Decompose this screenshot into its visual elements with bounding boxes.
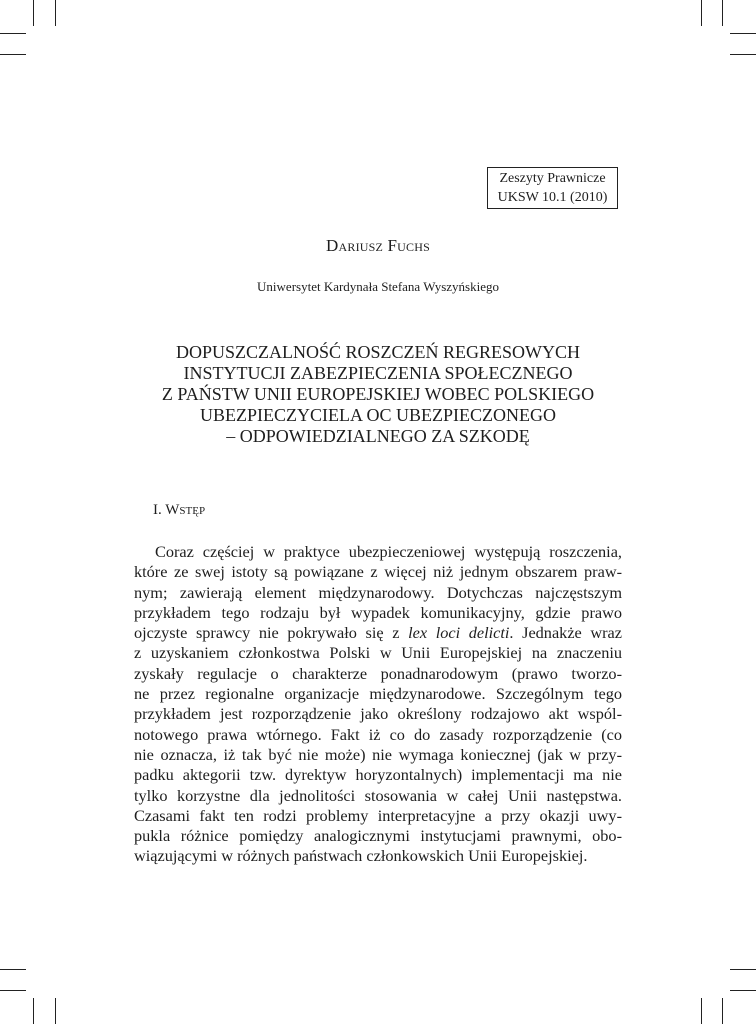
body-line: pukla różnice pomiędzy analogicznymi instytucjami prawnymi, obo- <box>134 826 622 846</box>
body-line: nie oznacza, iż tak być nie może) nie wymaga koniecznej (jak w przy- <box>134 744 622 764</box>
title-line: – ODPOWIEDZIALNEGO ZA SZKODĘ <box>226 426 530 446</box>
crop-mark <box>0 33 26 34</box>
body-line <box>134 623 622 643</box>
body-paragraph <box>134 542 622 867</box>
body-line: przykładem jest rozporządzenie jako określony rodzajowo akt wspól- <box>134 704 622 724</box>
crop-mark <box>33 998 34 1024</box>
author-affiliation: Uniwersytet Kardynała Stefana Wyszyńskiego <box>257 279 499 294</box>
crop-mark <box>55 998 56 1024</box>
crop-mark <box>730 54 756 55</box>
body-line: z uzyskaniem członkostwa Polski w Unii Europejskiej na znaczeniu <box>134 643 622 663</box>
body-text-segment: ojczyste sprawcy nie pokrywało się z <box>134 623 409 643</box>
body-line: notowego prawa wtórnego. Fakt iż co do zasady rozporządzenie (co <box>134 724 622 744</box>
crop-mark <box>0 969 26 970</box>
journal-box <box>487 167 618 209</box>
body-line: Coraz częściej w praktyce ubezpieczeniowej występują roszczenia, <box>155 542 622 561</box>
crop-mark <box>33 0 34 26</box>
body-line: przykładem tego rodzaju był wypadek komunikacyjny, gdzie prawo <box>134 602 622 622</box>
body-line: nym; zawierają element międzynarodowy. Dotychczas najczęstszym <box>134 582 622 602</box>
crop-mark <box>730 990 756 991</box>
crop-mark <box>701 998 702 1024</box>
title-line: INSTYTUCJI ZABEZPIECZENIA SPOŁECZNEGO <box>183 363 573 383</box>
title-line: DOPUSZCZALNOŚĆ ROSZCZEŃ REGRESOWYCH <box>175 342 581 362</box>
title-line: UBEZPIECZYCIELA OC UBEZPIECZONEGO <box>200 405 556 425</box>
crop-mark <box>722 0 723 26</box>
crop-mark <box>0 990 26 991</box>
journal-name: Zeszyty Prawnicze <box>499 171 606 186</box>
latin-term: lex loci delicti <box>408 623 510 643</box>
body-line: zyskały regulacje o charakterze ponadnarodowym (prawo tworzo- <box>134 663 622 683</box>
body-line: ne przez regionalne organizacje międzynarodowe. Szczególnym tego <box>134 684 622 704</box>
author-name: Dariusz Fuchs <box>326 236 430 255</box>
body-line: padku aktegorii tzw. dyrektyw horyzontalnych) implementacji ma nie <box>134 765 622 785</box>
crop-mark <box>722 998 723 1024</box>
body-line: Czasami fakt ten rodzi problemy interpretacyjne a przy okazji uwy- <box>134 805 622 825</box>
article-title <box>100 342 656 447</box>
journal-issue: UKSW 10.1 (2010) <box>497 190 608 205</box>
crop-mark <box>730 33 756 34</box>
body-line: wiązującymi w różnych państwach członkowskich Unii Europejskiej. <box>134 846 588 866</box>
section-heading: I. Wstęp <box>153 502 206 518</box>
body-text-segment: . Jednakże wraz <box>509 623 623 643</box>
crop-mark <box>0 54 26 55</box>
crop-mark <box>55 0 56 26</box>
crop-mark <box>701 0 702 26</box>
body-line: które ze swej istoty są powiązane z więcej niż jednym obszarem praw- <box>134 562 622 582</box>
crop-mark <box>730 969 756 970</box>
title-line: Z PAŃSTW UNII EUROPEJSKIEJ WOBEC POLSKIEGO <box>161 384 595 404</box>
body-line: tylko korzystne dla jednolitości stosowania w całej Unii następstwa. <box>134 785 622 805</box>
